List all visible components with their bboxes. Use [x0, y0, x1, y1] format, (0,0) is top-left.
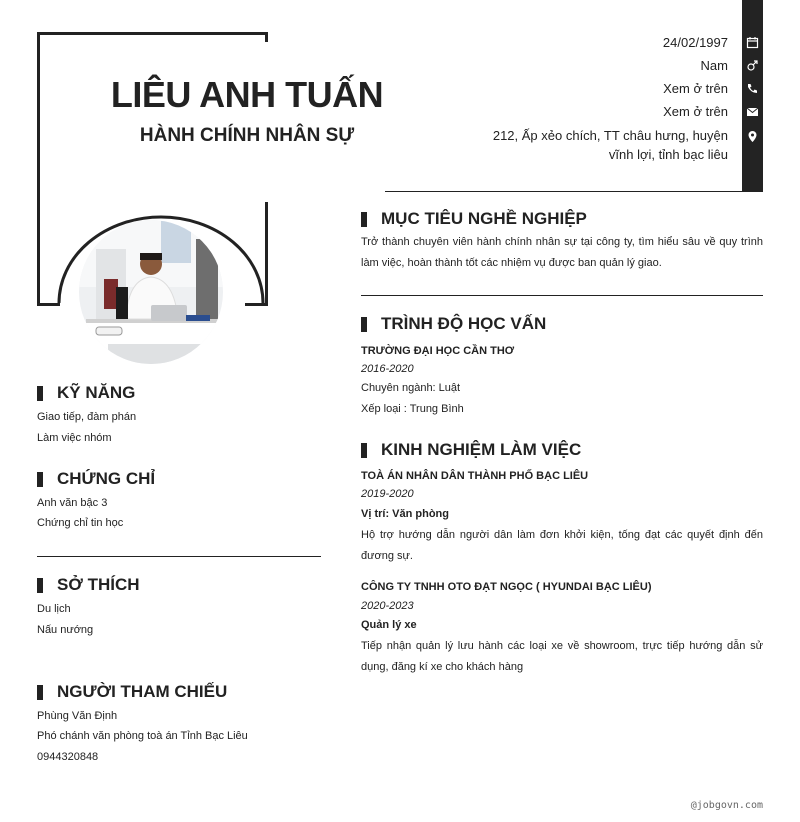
- objective-text: Trở thành chuyên viên hành chính nhân sự tại công ty, tìm hiểu sâu về quy trình làm việc, hoàn thành tốt các nhiệm vụ được ban quản lý giao.: [361, 236, 763, 269]
- frame-top-border: [37, 32, 268, 35]
- certificate-item: Chứng chỉ tin học: [37, 517, 124, 529]
- reference-phone: 0944320848: [37, 751, 99, 763]
- hobby-item: Nấu nướng: [37, 624, 94, 636]
- hobby-item: Du lịch: [37, 603, 71, 615]
- job-role: Quản lý xe: [361, 619, 417, 631]
- email-value: Xem ở trên: [663, 104, 728, 119]
- education-period: 2016-2020: [361, 363, 414, 375]
- certificates-heading: CHỨNG CHỈ: [37, 469, 155, 489]
- experience-heading: KINH NGHIỆM LÀM VIỆC: [361, 440, 581, 460]
- candidate-position: HÀNH CHÍNH NHÂN SỰ: [139, 125, 355, 146]
- education-major: Chuyên ngành: Luật: [361, 382, 461, 394]
- profile-photo: [56, 209, 266, 369]
- objective-heading: MỤC TIÊU NGHỀ NGHIỆP: [361, 209, 587, 229]
- frame-right-border-top: [265, 32, 268, 42]
- education-grade: Xếp loại : Trung Bình: [361, 403, 464, 415]
- location-icon: [746, 130, 759, 143]
- phone-value: Xem ở trên: [663, 81, 728, 96]
- education-heading: TRÌNH ĐỘ HỌC VẤN: [361, 314, 546, 334]
- job-period: 2019-2020: [361, 488, 414, 500]
- gender-value: Nam: [700, 58, 728, 73]
- skill-item: Làm việc nhóm: [37, 432, 112, 444]
- hobbies-heading: SỞ THÍCH: [37, 575, 140, 595]
- skills-heading: KỸ NĂNG: [37, 383, 135, 403]
- watermark: @jobgovn.com: [690, 800, 763, 811]
- job-company: TOÀ ÁN NHÂN DÂN THÀNH PHỐ BẠC LIÊU: [361, 470, 589, 482]
- references-heading: NGƯỜI THAM CHIẾU: [37, 682, 227, 702]
- job-description: Hộ trợ hướng dẫn người dân làm đơn khởi kiện, tống đạt các quyết định đến đương sự.: [361, 529, 763, 562]
- job-company: CÔNG TY TNHH OTO ĐẠT NGỌC ( HYUNDAI BẠC LIÊU): [361, 581, 652, 593]
- gender-icon: [746, 59, 759, 72]
- mail-icon: [746, 105, 759, 118]
- address-line-1: 212, Ấp xẻo chích, TT châu hưng, huyện: [492, 128, 728, 143]
- skill-item: Giao tiếp, đàm phán: [37, 411, 137, 423]
- birthday-value: 24/02/1997: [662, 35, 728, 50]
- job-description: Tiếp nhận quản lý lưu hành các loại xe về showroom, trực tiếp hướng dẫn sử dụng, đăng kí xe cho khách hàng: [361, 640, 763, 673]
- left-divider: [37, 556, 321, 557]
- contact-divider: [385, 191, 763, 192]
- certificate-item: Anh văn bậc 3: [37, 497, 108, 509]
- address-line-2: vĩnh lợi, tỉnh bạc liêu: [608, 147, 728, 162]
- objective-divider: [361, 295, 763, 296]
- reference-name: Phùng Văn Định: [37, 710, 118, 722]
- contact-icon-bar: [742, 0, 763, 192]
- job-role: Vị trí: Văn phòng: [361, 508, 449, 520]
- calendar-icon: [746, 36, 759, 49]
- reference-title: Phó chánh văn phòng toà án Tỉnh Bạc Liêu: [37, 730, 248, 742]
- phone-icon: [746, 82, 759, 95]
- school-name: TRƯỜNG ĐẠI HỌC CẦN THƠ: [361, 345, 515, 357]
- frame-left-border: [37, 32, 40, 306]
- candidate-name: LIÊU ANH TUẤN: [110, 74, 384, 115]
- job-period: 2020-2023: [361, 600, 414, 612]
